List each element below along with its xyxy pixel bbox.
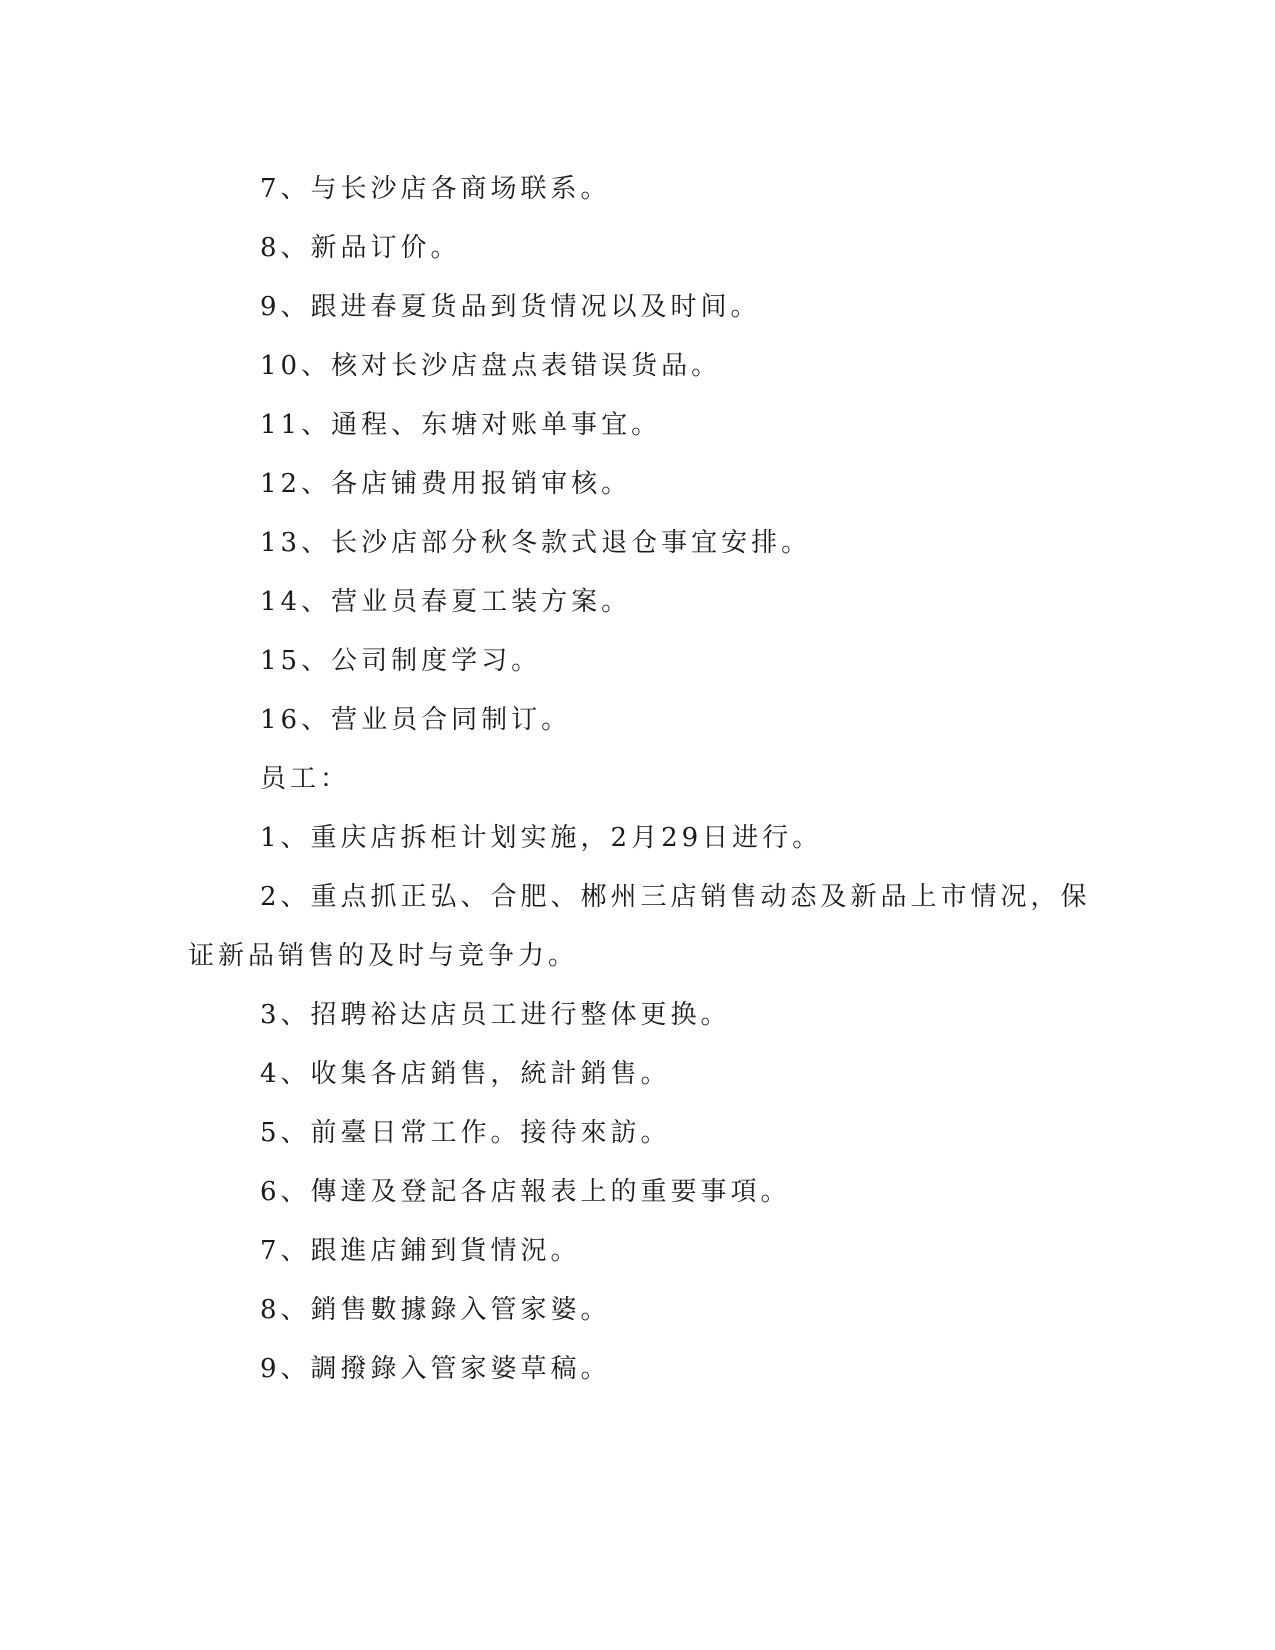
- list-item: 9、調撥錄入管家婆草稿。: [260, 1354, 611, 1384]
- list-item: 4、收集各店銷售，統計銷售。: [260, 1059, 671, 1089]
- list-item: 14、营业员春夏工装方案。: [260, 587, 632, 617]
- list-item: 11、通程、东塘对账单事宜。: [260, 410, 662, 440]
- list-item: 13、长沙店部分秋冬款式退仓事宜安排。: [260, 528, 812, 558]
- list-item: 7、与长沙店各商场联系。: [260, 174, 611, 204]
- section-heading: 员工：: [260, 764, 351, 794]
- list-item: 8、銷售數據錄入管家婆。: [260, 1295, 611, 1325]
- list-item: 16、营业员合同制订。: [260, 705, 572, 735]
- list-item: 8、新品订价。: [260, 233, 461, 263]
- list-item: 15、公司制度学习。: [260, 646, 542, 676]
- list-item: 3、招聘裕达店员工进行整体更换。: [260, 1000, 731, 1030]
- list-item: 12、各店铺费用报销审核。: [260, 469, 632, 499]
- list-item: 7、跟進店鋪到貨情況。: [260, 1236, 581, 1266]
- list-item-continuation: 证新品销售的及时与竞争力。: [188, 941, 579, 971]
- list-item: 10、核对长沙店盘点表错误货品。: [260, 351, 722, 381]
- list-item: 6、傳達及登記各店報表上的重要事項。: [260, 1177, 791, 1207]
- list-item: 2、重点抓正弘、合肥、郴州三店销售动态及新品上市情况，保: [260, 882, 1091, 912]
- list-item: 5、前臺日常工作。接待來訪。: [260, 1118, 671, 1148]
- list-item: 9、跟进春夏货品到货情况以及时间。: [260, 292, 761, 322]
- list-item: 1、重庆店拆柜计划实施，2月29日进行。: [260, 823, 823, 853]
- document-body: [188, 160, 1091, 1399]
